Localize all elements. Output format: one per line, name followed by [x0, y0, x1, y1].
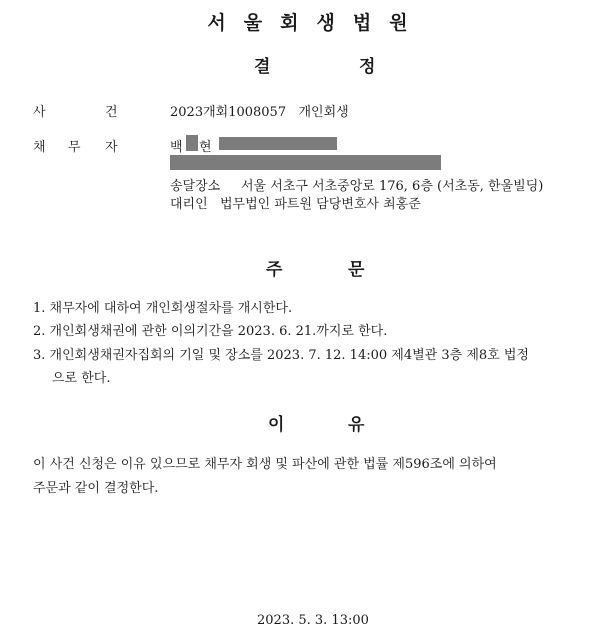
redaction-block — [186, 135, 198, 151]
court-name-char: 원 — [389, 12, 408, 34]
reason-heading-char: 이 — [268, 415, 285, 435]
redaction-block — [170, 155, 441, 170]
agent-label: 대리인 — [170, 197, 208, 212]
court-name-char: 서 — [207, 12, 226, 34]
court-name-char: 울 — [243, 12, 263, 34]
court-name — [0, 8, 615, 35]
reason-text-line: 이 사건 신청은 이유 있으므로 채무자 회생 및 파산에 관한 법률 제596조에 의하여 — [33, 457, 497, 472]
document-title-char: 결 — [254, 57, 271, 77]
debtor-label-char: 자 — [105, 140, 118, 155]
case-number: 2023개회1008057 개인회생 — [170, 105, 349, 120]
service-address: 서울 서초구 서초중앙로 176, 6층 (서초동, 한울빌딩) — [241, 179, 544, 194]
debtor-label-char: 무 — [68, 140, 81, 155]
agent-name: 법무법인 파트원 담당변호사 최홍준 — [220, 197, 421, 212]
reason-text-line: 주문과 같이 결정한다. — [33, 481, 159, 496]
order-item-continuation: 으로 한다. — [52, 371, 111, 386]
service-address-label: 송달장소 — [170, 179, 221, 194]
order-item: 3. 개인회생채권자집회의 기일 및 장소를 2023. 7. 12. 14:00 제4별관 3층 제8호 법정 — [33, 348, 529, 363]
debtor-label-char: 채 — [33, 140, 46, 155]
case-label-char: 건 — [105, 105, 118, 120]
decision-date: 2023. 5. 3. 13:00 — [257, 613, 369, 628]
debtor-name-last: 현 — [199, 140, 212, 155]
redaction-block — [219, 137, 337, 150]
order-heading-char: 주 — [266, 260, 283, 280]
case-label-char: 사 — [33, 105, 46, 120]
debtor-name-first: 백 — [170, 140, 183, 155]
order-item: 1. 채무자에 대하여 개인회생절차를 개시한다. — [33, 301, 293, 316]
court-name-char: 법 — [352, 12, 372, 34]
court-name-char: 회 — [280, 12, 299, 34]
document-title-char: 정 — [359, 57, 376, 77]
reason-heading-char: 유 — [348, 415, 365, 435]
order-item: 2. 개인회생채권에 관한 이의기간을 2023. 6. 21.까지로 한다. — [33, 324, 388, 339]
court-name-char: 생 — [316, 12, 335, 34]
order-heading-char: 문 — [348, 260, 365, 280]
